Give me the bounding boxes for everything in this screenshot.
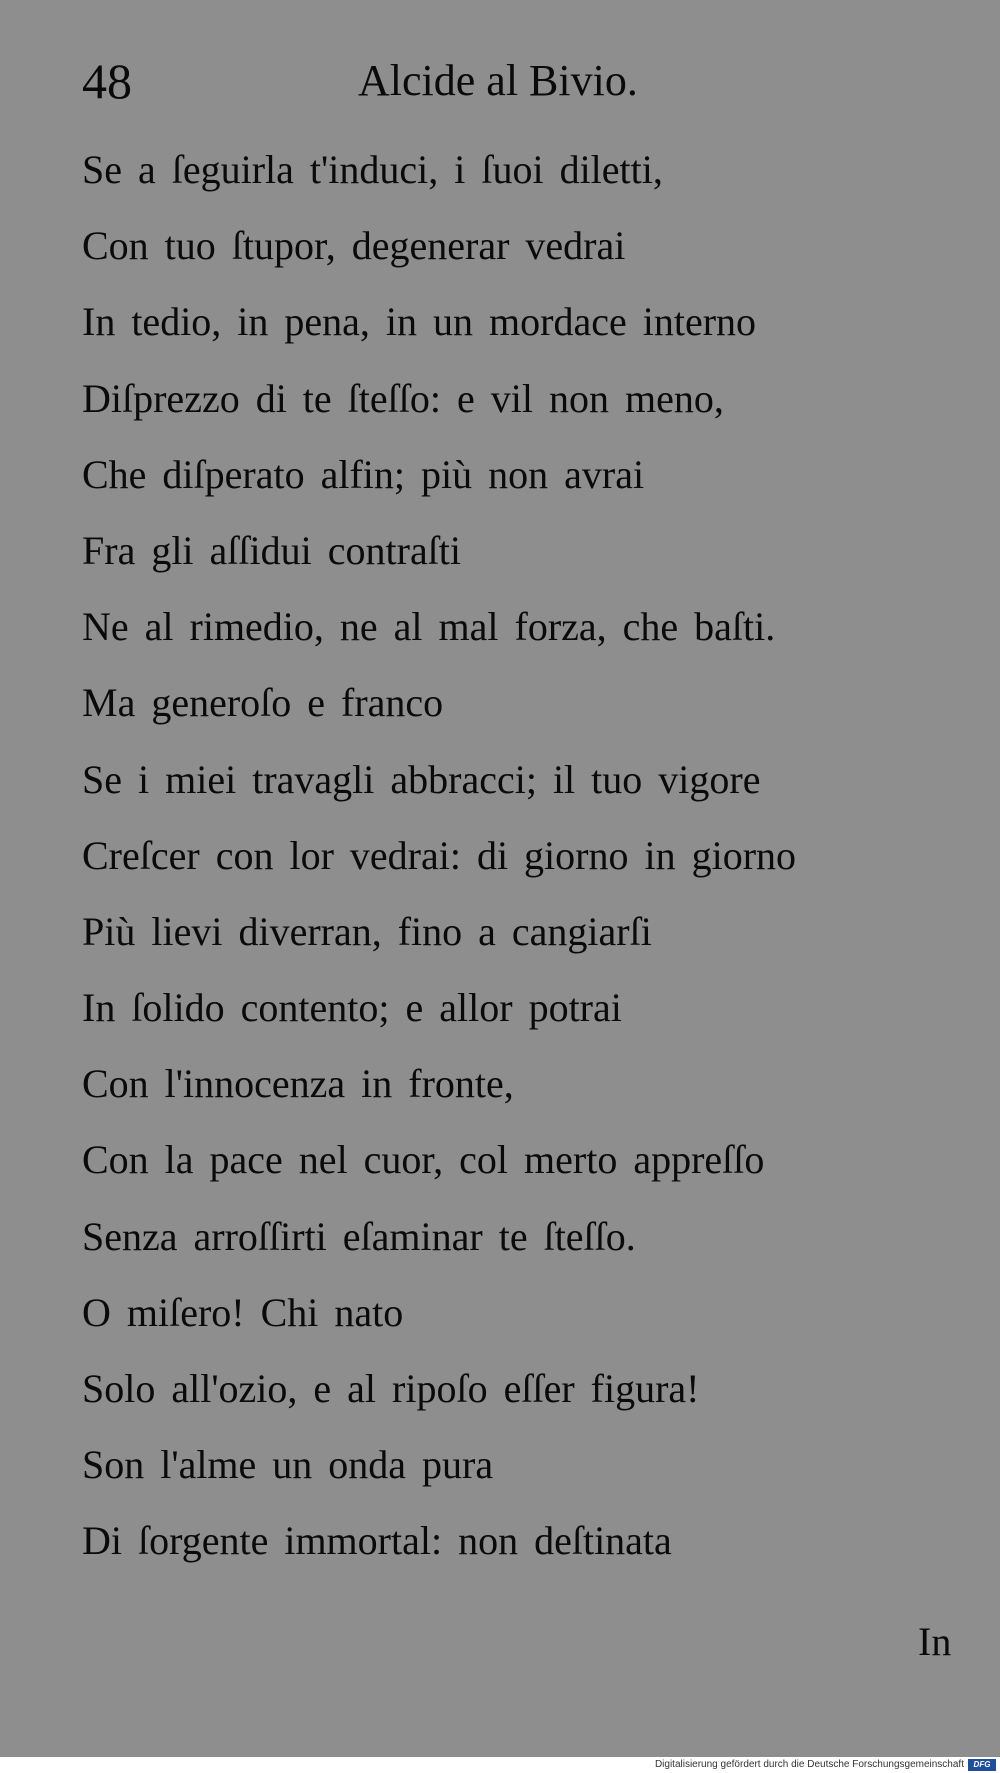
verse-line: Solo all'ozio, e al ripoſo eſſer figura! [82,1366,700,1411]
verse-line: Con tuo ſtupor, degenerar vedrai [82,223,626,269]
verse-line: Senza arroſſirti eſaminar te ſteſſo. [82,1213,636,1259]
verse-line: Fra gli aſſidui contraſti [82,527,462,573]
verse-line: Con l'innocenza in fronte, [82,1061,514,1107]
verse-line: Più lievi diverran, fino a cangiarſi [82,908,652,954]
running-title: Alcide al Bivio. [358,56,638,105]
page-header [0,46,1000,116]
digitization-credit: Digitalisierung gefördert durch die Deutsche Forschungsgemeinschaft [654,1759,964,1770]
verse-line: Diſprezzo di te ſteſſo: e vil non meno, [82,375,724,421]
verse-line: Ne al rimedio, ne al mal forza, che baſti. [82,604,776,650]
catchword: In [918,1619,952,1664]
verse-line: Se i miei travagli abbracci; il tuo vigore [82,756,761,802]
verse-line: Con la pace nel cuor, col merto appreſſo [82,1137,765,1183]
verse-line: Che diſperato alfin; più non avrai [82,451,645,497]
verse-line: In ſolido contento; e allor potrai [82,985,622,1031]
verse-line: Son l'alme un onda pura [82,1442,494,1488]
verse-line: Se a ſeguirla t'induci, i ſuoi diletti, [82,147,663,192]
verse-line: Ma generoſo e franco [82,680,444,726]
verse-line: In tedio, in pena, in un mordace interno [82,299,757,345]
verse-line: Di ſorgente immortal: non deſtinata [82,1518,672,1564]
dfg-logo-icon: DFG [968,1759,996,1771]
verse-line: O miſero! Chi nato [82,1289,404,1335]
verse-text [82,132,962,1580]
verse-line: Creſcer con lor vedrai: di giorno in giorno [82,832,797,878]
digitization-footer [0,1757,1000,1773]
page-number: 48 [82,53,132,109]
